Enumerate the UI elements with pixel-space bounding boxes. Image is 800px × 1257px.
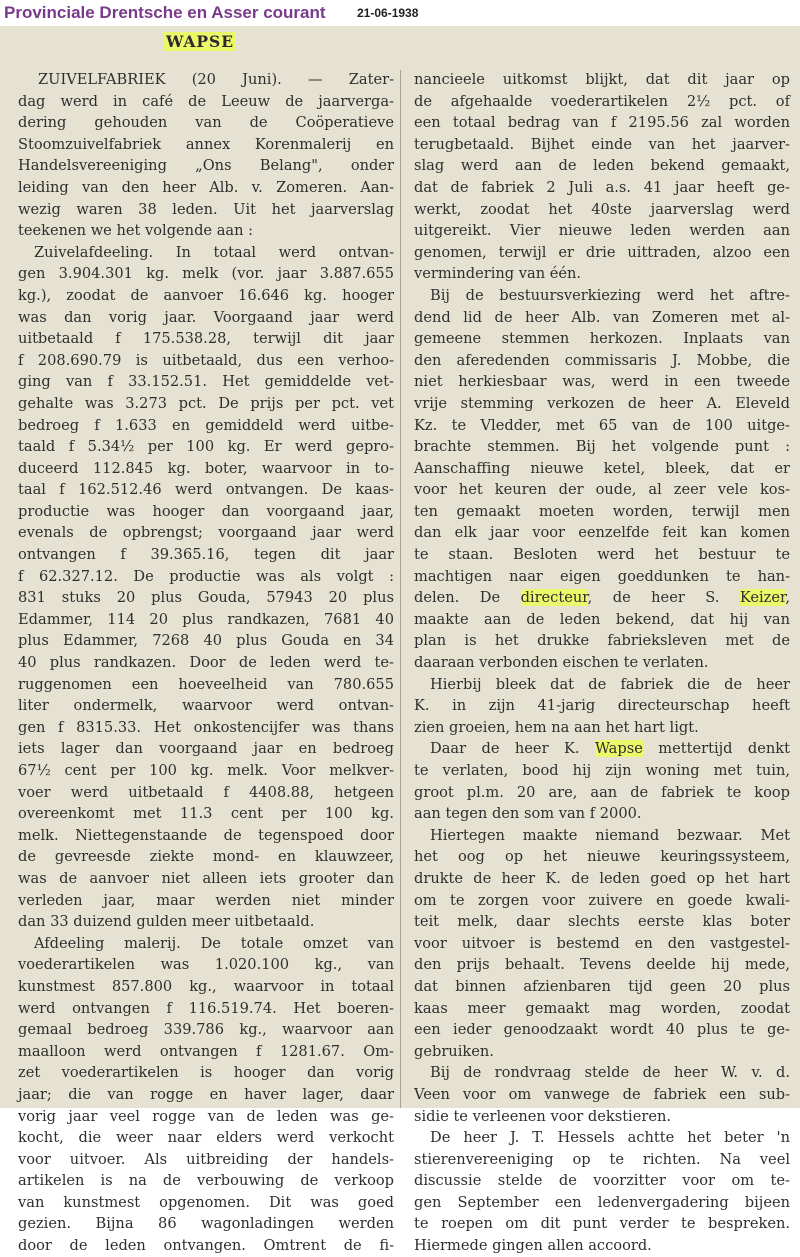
text-line: was dan vorig jaar. Voorgaand jaar werd (18, 308, 394, 326)
text-line: terugbetaald. Bijhet einde van het jaarver- (414, 135, 790, 153)
text-line: was de aanvoer niet alleen iets grooter dan (18, 869, 394, 887)
headline-text: WAPSE (165, 32, 235, 51)
text-line: genomen, terwijl er drie uittraden, alzoo een (414, 243, 790, 261)
text-line: Hiermede gingen allen accoord. (414, 1237, 652, 1255)
text-line: teit melk, daar slechts eerste klas boter (414, 913, 790, 931)
text-line: gen f 8315.33. Het onkostencijfer was thans (18, 718, 394, 736)
text-line: niet herkiesbaar was, werd in een tweede (414, 373, 790, 391)
text-line: ten gemaakt moeten worden, terwijl men (414, 502, 790, 520)
text-line: een ieder genoodzaakt wordt 40 plus te ge- (414, 1021, 790, 1039)
text-line: ruggenomen een hoeveelheid van 780.655 (18, 675, 394, 693)
text-line: voor het keuren der oude, al zeer vele kos- (414, 481, 790, 499)
text-line: discussie stelde de voorzitter voor om te- (414, 1172, 790, 1190)
text-line: het oog op het nieuwe keuringssysteem, (414, 848, 790, 866)
text-line: voor uitvoer. Als uitbreiding der handels- (18, 1150, 394, 1168)
text-line: stierenvereeniging op te richten. Na veel (414, 1150, 790, 1168)
text-line: uitbetaald f 175.538.28, terwijl dit jaar (18, 330, 394, 348)
text-line: Bij de bestuursverkiezing werd het aftre- (430, 286, 790, 304)
text-line: om te zorgen voor zuivere en goede kwali- (414, 891, 790, 909)
text-line: maalloon werd ontvangen f 1281.67. Om- (18, 1042, 394, 1060)
text-line: Hiertegen maakte niemand bezwaar. Met (430, 826, 790, 844)
text-line: gemeene stemmen herkozen. Inplaats van (414, 330, 790, 348)
text-line: bedroeg f 1.633 en gemiddeld werd uitbe- (18, 416, 394, 434)
newspaper-header (0, 0, 800, 26)
text-line: vermindering van één. (414, 265, 582, 283)
text-line: gehalte was 3.273 pct. De prijs per pct. vet (18, 394, 394, 412)
text-line: ontvangen f 39.365.16, tegen dit jaar (18, 546, 394, 564)
text-line: de afgehaalde voederartikelen 2½ pct. of (414, 92, 790, 110)
text-line: zien groeien, hem na aan het hart ligt. (414, 718, 699, 736)
column-divider (400, 70, 401, 1108)
text-line (414, 587, 790, 609)
text-line: aan tegen den som van f 2000. (414, 805, 642, 823)
text-line: voor uitvoer is bestemd en den vastgestel- (414, 934, 790, 952)
text-line: plus Edammer, 7268 40 plus Gouda en 34 (18, 632, 394, 650)
text-line: Afdeeling malerij. De totale omzet van (34, 934, 394, 952)
text-line: dan 33 duizend gulden meer uitbetaald. (18, 913, 315, 931)
text-line: kunstmest 857.800 kg., waarvoor in totaal (18, 977, 394, 995)
text-segment: mettertijd denkt (642, 740, 790, 758)
text-line: werkt, zoodat het 40ste jaarverslag werd (414, 200, 790, 218)
text-line: gemaal bedroeg 339.786 kg., waarvoor aan (18, 1021, 394, 1039)
text-line: dat binnen afzienbaren tijd geen 20 plus (414, 977, 790, 995)
text-line: vorig jaar veel rogge van de leden was ge- (18, 1107, 394, 1125)
text-line: f 208.690.79 is uitbetaald, dus een verhoo- (18, 351, 394, 369)
text-line: Handelsvereeniging „Ons Belang", onder (18, 157, 394, 175)
text-line: ZUIVELFABRIEK (20 Juni). — Zater- (38, 71, 394, 88)
text-line: 67½ cent per 100 kg. melk. Voor melkver- (18, 762, 394, 779)
text-line (414, 738, 790, 760)
text-line: 831 stuks 20 plus Gouda, 57943 20 plus (18, 589, 394, 607)
text-line: nancieele uitkomst blijkt, dat dit jaar op (414, 71, 790, 88)
text-line: daaraan verbonden eischen te verlaten. (414, 654, 709, 672)
text-line: kaas meer gemaakt mag worden, zoodat (414, 999, 790, 1017)
text-line: 40 plus randkazen. Door de leden werd te- (18, 654, 394, 672)
text-line: jaar; die van rogge en haver lager, daar (18, 1085, 394, 1103)
text-line: dering gehouden van de Coöperatieve (18, 114, 394, 132)
text-line: werd ontvangen f 116.519.74. Het boeren- (18, 999, 394, 1017)
text-line: f 62.327.12. De productie was als volgt : (18, 567, 394, 585)
text-line: De heer J. T. Hessels achtte het beter 'n (430, 1129, 790, 1147)
text-line: Edammer, 114 20 plus randkazen, 7681 40 (18, 610, 394, 628)
text-line: door de leden ontvangen. Omtrent de fi- (18, 1237, 394, 1255)
text-line: plan is het drukke fabrieksleven met de (414, 632, 790, 650)
text-line: ging van f 33.152.51. Het gemiddelde vet- (18, 373, 394, 391)
highlighted-term: Wapse (594, 740, 643, 758)
text-line: teekenen we het volgende aan : (18, 222, 254, 240)
text-line: kocht, die weer naar elders werd verkocht (18, 1129, 394, 1147)
text-line: drukte de heer K. de leden goed op het hart (414, 869, 790, 887)
text-line: brachte stemmen. Bij het volgende punt : (414, 438, 790, 456)
text-segment: Daar de heer K. (430, 740, 595, 758)
text-line: te verlaten, bood hij zijn woning met tuin, (414, 762, 790, 779)
text-line: Veen voor om vanwege de fabriek een sub- (414, 1085, 790, 1103)
text-line: groot pl.m. 20 are, aan de fabriek te koop (414, 783, 790, 801)
text-line: machtigen naar eigen goeddunken te han- (414, 567, 790, 585)
newspaper-title: Provinciale Drentsche en Asser courant (4, 3, 326, 22)
text-line: dat de fabriek 2 Juli a.s. 41 jaar heeft ge- (414, 178, 790, 196)
text-line: wezig waren 38 leden. Uit het jaarverslag (18, 200, 394, 218)
text-line: verleden jaar, maar werden niet minder (18, 891, 394, 909)
text-line: taald f 5.34½ per 100 kg. Er werd gepro- (18, 438, 394, 456)
text-line: dend lid de heer Alb. van Zomeren met al- (414, 308, 790, 326)
text-line: Aanschaffing nieuwe ketel, bleek, dat er (414, 459, 790, 477)
highlighted-term: Keizer (739, 589, 786, 607)
text-line: voederartikelen was 1.020.100 kg., van (18, 956, 394, 974)
text-line: slag werd aan de leden bekend gemaakt, (414, 157, 790, 175)
text-line: Hierbij bleek dat de fabriek die de heer (430, 675, 790, 693)
text-line: uitgereikt. Vier nieuwe leden werden aan (414, 222, 790, 240)
text-line: gen 3.904.301 kg. melk (vor. jaar 3.887.655 (18, 265, 394, 283)
article-column-right (414, 69, 790, 1257)
text-line: dan elk jaar voor eenzelfde feit kan komen (414, 524, 790, 542)
text-line: te roepen om dit punt verder te bespreken. (414, 1215, 790, 1233)
text-line: voer werd uitbetaald f 4408.88, hetgeen (18, 783, 394, 801)
text-line: maakte aan de leden bekend, dat hij van (414, 610, 790, 628)
text-line: evenals de opbrengst; voorgaand jaar werd (18, 524, 394, 542)
text-line: taal f 162.512.46 werd ontvangen. De kaas- (18, 481, 394, 499)
text-line: den aferedenden commissaris J. Mobbe, die (414, 351, 790, 369)
text-line: melk. Niettegenstaande de tegenspoed door (18, 826, 394, 844)
text-line: Kz. te Vledder, met 65 van de 100 uitge- (414, 416, 790, 434)
text-line: te staan. Besloten werd het bestuur te (414, 546, 790, 564)
text-line: liter ondermelk, waarvoor werd ontvan- (18, 697, 394, 715)
article-headline (160, 32, 240, 51)
text-segment: delen. De (414, 589, 521, 607)
text-line: een totaal bedrag van f 2195.56 zal worden (414, 114, 790, 132)
text-line: gebruiken. (414, 1042, 494, 1060)
text-line: iets lager dan voorgaand jaar en bedroeg (18, 740, 394, 758)
text-line: den prijs behaalt. Tevens deelde hij mede, (414, 956, 790, 974)
text-line: gezien. Bijna 86 wagonladingen werden (18, 1215, 394, 1233)
text-segment: , de heer S. (587, 589, 740, 607)
text-line: van kunstmest opgenomen. Dit was goed (18, 1193, 394, 1211)
text-line: productie was hooger dan voorgaand jaar, (18, 502, 394, 520)
text-line: Stoomzuivelfabriek annex Korenmalerij en (18, 135, 394, 153)
newspaper-clipping (0, 26, 800, 1255)
text-line: vrije stemming verkozen de heer A. Eleveld (414, 394, 790, 412)
publication-date: 21-06-1938 (357, 6, 419, 20)
text-line: de gevreesde ziekte mond- en klauwzeer, (18, 848, 394, 866)
text-line: overeenkomt met 11.3 cent per 100 kg. (18, 805, 394, 823)
text-line: K. in zijn 41-jarig directeurschap heeft (414, 697, 790, 715)
text-line: zet voederartikelen is hooger dan vorig (18, 1064, 394, 1082)
text-line: gen September een ledenvergadering bijeen (414, 1193, 790, 1211)
text-line: leiding van den heer Alb. v. Zomeren. Aan- (18, 178, 394, 196)
article-column-left (18, 69, 394, 1257)
text-line: duceerd 112.845 kg. boter, waarvoor in to- (18, 459, 394, 477)
highlighted-term: directeur (520, 589, 588, 607)
text-line: dag werd in café de Leeuw de jaarverga- (18, 92, 394, 110)
text-segment: , (785, 589, 790, 607)
text-line: kg.), zoodat de aanvoer 16.646 kg. hooger (18, 286, 394, 304)
text-line: Bij de rondvraag stelde de heer W. v. d. (430, 1064, 790, 1082)
text-line: artikelen is na de verbouwing de verkoop (18, 1172, 394, 1190)
text-line: sidie te verleenen voor dekstieren. (414, 1107, 672, 1125)
text-line: Zuivelafdeeling. In totaal werd ontvan- (34, 243, 394, 261)
